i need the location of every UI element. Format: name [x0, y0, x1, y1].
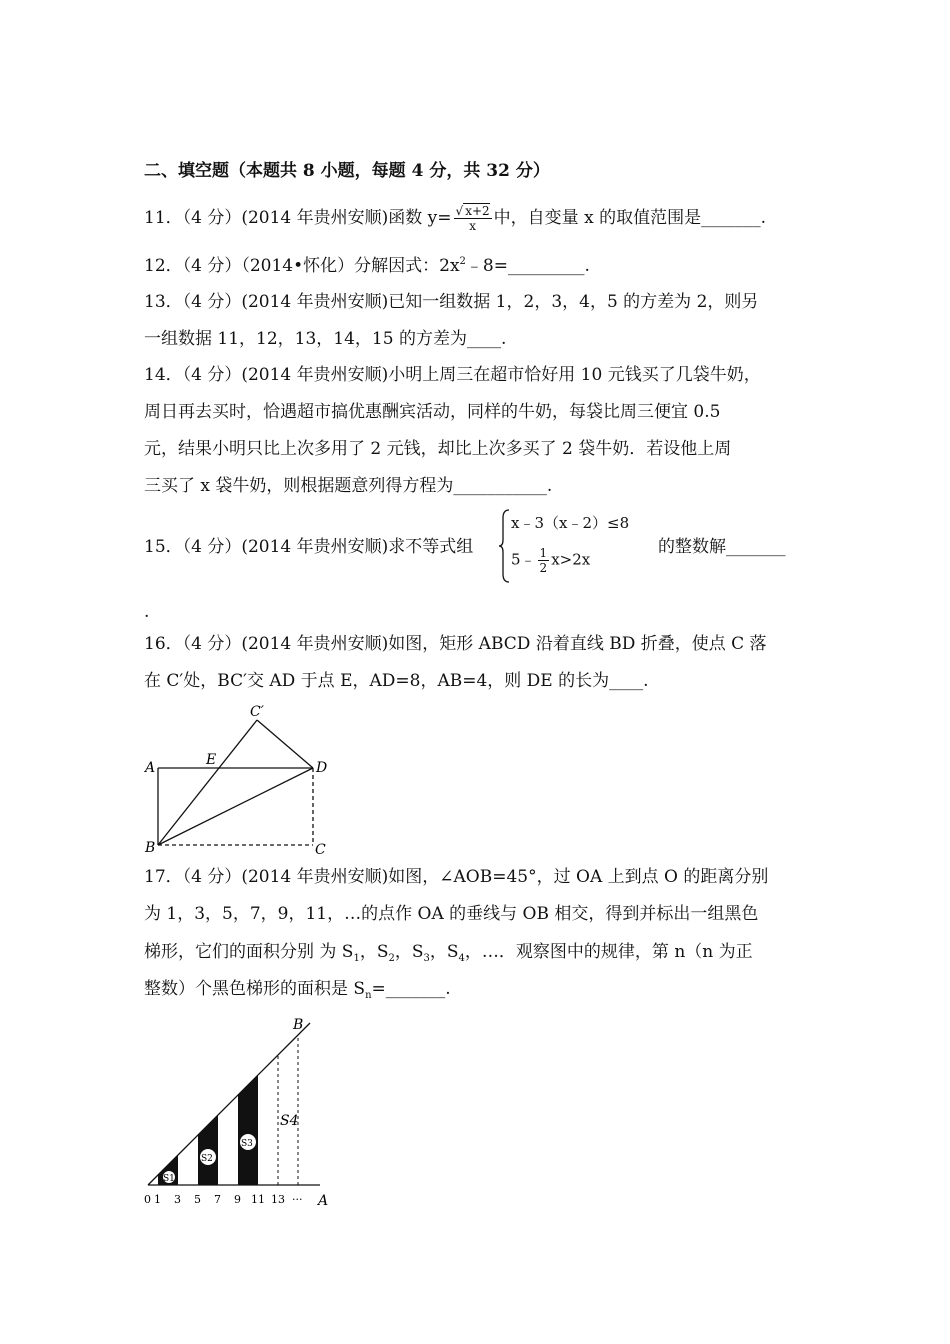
question-13-line1: 13．（4 分）(2014 年贵州安顺)已知一组数据 1，2，3，4，5 的方差为 2，则另	[144, 292, 759, 312]
q12-prefix: 12．（4 分）（2014•怀化）分解因式：2x	[144, 256, 460, 276]
tick-0: 0	[144, 1193, 151, 1206]
q17-s2-sub: 2	[388, 953, 395, 964]
tick-9: 9	[234, 1193, 241, 1206]
q17-sep-2: ，S	[394, 942, 424, 962]
question-17-line2: 为 1，3，5，7，9，11，…的点作 OA 的垂线与 OB 相交，得到并标出一组黑色	[144, 904, 759, 924]
tick-ellipsis: ···	[292, 1193, 303, 1206]
q11-suffix: 中，自变量 x 的取值范围是_______.	[493, 208, 766, 228]
ray-ob	[148, 1023, 310, 1185]
label-b: B	[293, 1017, 304, 1033]
label-s2: S2	[201, 1154, 213, 1164]
ineq2-left: 5﹣	[511, 550, 536, 569]
label-b: B	[145, 840, 156, 856]
inequality-system	[497, 506, 667, 586]
label-s1: S1	[163, 1174, 175, 1184]
tick-7: 7	[214, 1193, 221, 1206]
ineq2-frac-den: 2	[539, 561, 548, 575]
tick-3: 3	[174, 1193, 181, 1206]
q17-s3-sub: 3	[423, 953, 430, 964]
question-16-line2: 在 C′处，BC′交 AD 于点 E，AD=8，AB=4，则 DE 的长为____.	[144, 671, 649, 691]
ineq2-right: x>2x	[551, 550, 591, 569]
q17-sn-sub: n	[365, 990, 372, 1001]
question-16-line1: 16．（4 分）(2014 年贵州安顺)如图，矩形 ABCD 沿着直线 BD 折叠，使点 C 落	[144, 634, 767, 654]
question-17-line4	[144, 977, 451, 1004]
q17-line3-b: ，…．观察图中的规律，第 n（n 为正	[464, 942, 753, 962]
segment-bd	[158, 768, 313, 845]
tick-5: 5	[194, 1193, 201, 1206]
tick-11: 11	[251, 1193, 265, 1206]
section-title: 二、填空题（本题共 8 小题，每题 4 分，共 32 分）	[144, 161, 550, 181]
label-s3: S3	[241, 1139, 253, 1149]
ineq2-frac-num: 1	[539, 546, 548, 560]
question-14-line2: 周日再去买时，恰遇超市搞优惠酬宾活动，同样的牛奶，每袋比周三便宜 0.5	[144, 402, 721, 422]
q17-s1-sub: 1	[353, 953, 360, 964]
question-15-tail: .	[144, 602, 150, 622]
question-14-line3: 元，结果小明只比上次多用了 2 元钱，却比上次多买了 2 袋牛奶．若设他上周	[144, 439, 732, 459]
q17-line4-b: =_______.	[371, 979, 451, 999]
question-12	[144, 254, 590, 281]
ineq2-fraction	[538, 546, 550, 575]
label-a: A	[145, 760, 156, 776]
question-15-prefix: 15．（4 分）(2014 年贵州安顺)求不等式组	[144, 537, 474, 557]
question-14-line1: 14．（4 分）(2014 年贵州安顺)小明上周三在超市恰好用 10 元钱买了几袋牛奶，	[144, 365, 761, 385]
label-s4: S4	[280, 1113, 299, 1129]
q17-line4-a: 整数）个黑色梯形的面积是 S	[144, 979, 366, 999]
label-c: C	[315, 842, 326, 858]
inequality-2	[511, 546, 590, 575]
label-c-prime: C′	[250, 704, 264, 720]
q17-sep-3: ，S	[429, 942, 459, 962]
question-13-line2: 一组数据 11，12，13，14，15 的方差为____.	[144, 329, 507, 349]
question-15-suffix: 的整数解_______	[658, 537, 786, 557]
q11-fraction	[454, 204, 492, 233]
tick-1: 1	[154, 1193, 161, 1206]
question-17-line3	[144, 940, 753, 967]
q12-suffix: ﹣8=_________.	[465, 256, 590, 276]
q17-line3-a: 梯形，它们的面积分别 为 S	[144, 942, 354, 962]
trapezoid-figure	[140, 1015, 340, 1215]
q12-exponent: 2	[459, 256, 466, 267]
question-17-line1: 17．（4 分）(2014 年贵州安顺)如图，∠AOB=45°，过 OA 上到点 O 的距离分别	[144, 867, 769, 887]
q11-prefix: 11．（4 分）(2014 年贵州安顺)函数 y=	[144, 208, 452, 228]
sqrt-icon: √	[455, 204, 464, 218]
label-a: A	[318, 1193, 329, 1209]
q11-denominator: x	[469, 219, 476, 233]
rectangle-fold-figure	[140, 700, 340, 860]
question-11	[144, 204, 766, 233]
question-14-line4: 三买了 x 袋牛奶，则根据题意列得方程为___________.	[144, 476, 553, 496]
inequality-1: x﹣3（x﹣2）≤8	[511, 514, 630, 532]
tick-13: 13	[271, 1193, 285, 1206]
label-d: D	[316, 760, 328, 776]
q17-sep-1: ，S	[359, 942, 389, 962]
q11-sqrt-expr: x+2	[465, 204, 490, 218]
segment-bc-prime	[158, 720, 257, 845]
q17-s4-sub: 4	[458, 953, 465, 964]
label-e: E	[206, 752, 217, 768]
segment-c-prime-d	[257, 720, 313, 768]
